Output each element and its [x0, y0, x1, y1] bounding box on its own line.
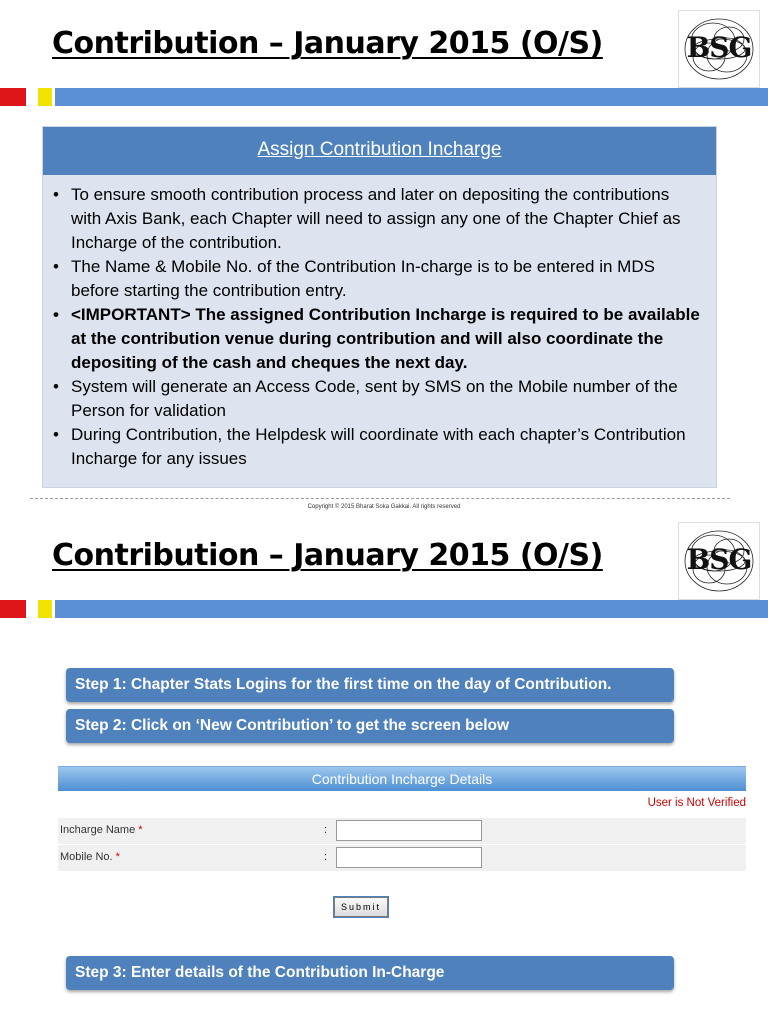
mobile-no-label [60, 851, 120, 863]
mobile-no-label-text: Mobile No. [60, 851, 113, 863]
bsg-logo [678, 522, 760, 600]
bullet-item: • The Name & Mobile No. of the Contribution In-charge is to be entered in MDS before starting the contribution entry. [53, 255, 703, 303]
required-mark: * [115, 851, 120, 863]
form-panel-header [58, 766, 746, 791]
bullet-item: • To ensure smooth contribution process and later on depositing the contributions with Axis Bank, each Chapter will need to assign any one of the Chapter Chief as Incharge of the contribution. [53, 183, 703, 255]
mobile-no-input[interactable] [336, 847, 482, 868]
logo-text: BSG [686, 31, 752, 64]
incharge-name-input[interactable] [336, 820, 482, 841]
bsg-logo [678, 10, 760, 88]
verification-status: User is Not Verified [647, 797, 746, 809]
slide-title: Contribution – January 2015 (O/S) [52, 26, 603, 61]
bar-blue [55, 600, 768, 618]
slide-steps [0, 512, 768, 1024]
logo-text: BSG [686, 543, 752, 576]
bar-yellow [38, 600, 52, 618]
step-1-banner: Step 1: Chapter Stats Logins for the first time on the day of Contribution. [66, 668, 674, 702]
form-panel-title: Contribution Incharge Details [311, 771, 493, 787]
required-mark: * [138, 824, 143, 836]
bar-red [0, 600, 26, 618]
colon: : [324, 851, 328, 863]
slide-title: Contribution – January 2015 (O/S) [52, 538, 603, 573]
bar-blue [55, 88, 768, 106]
step-2-banner: Step 2: Click on ‘New Contribution’ to get the screen below [66, 709, 674, 743]
info-box [42, 126, 717, 488]
bullet-item: • System will generate an Access Code, sent by SMS on the Mobile number of the Person for validation [53, 375, 703, 423]
incharge-name-label-text: Incharge Name [60, 824, 136, 836]
step-3-banner: Step 3: Enter details of the Contribution In-Charge [66, 956, 674, 990]
bar-yellow [38, 88, 52, 106]
form-row-incharge-name [58, 818, 746, 845]
colon: : [324, 824, 328, 836]
form-row-mobile-no [58, 845, 746, 872]
bullet-item-important: • <IMPORTANT> The assigned Contribution Incharge is required to be available at the contribution venue during contribution and will also coordinate the depositing of the cash and cheques the next day. [53, 303, 703, 375]
copyright-text: Copyright © 2015 Bharat Soka Gakkai. All rights reserved [307, 504, 461, 510]
footer-divider [30, 498, 730, 499]
bullet-item: • During Contribution, the Helpdesk will coordinate with each chapter’s Contribution Incharge for any issues [53, 423, 703, 471]
submit-button[interactable]: Submit [334, 897, 388, 917]
info-box-header [43, 127, 716, 175]
bar-red [0, 88, 26, 106]
bullet-list [53, 183, 703, 471]
incharge-name-label [60, 824, 143, 836]
info-box-title: Assign Contribution Incharge [257, 139, 502, 160]
